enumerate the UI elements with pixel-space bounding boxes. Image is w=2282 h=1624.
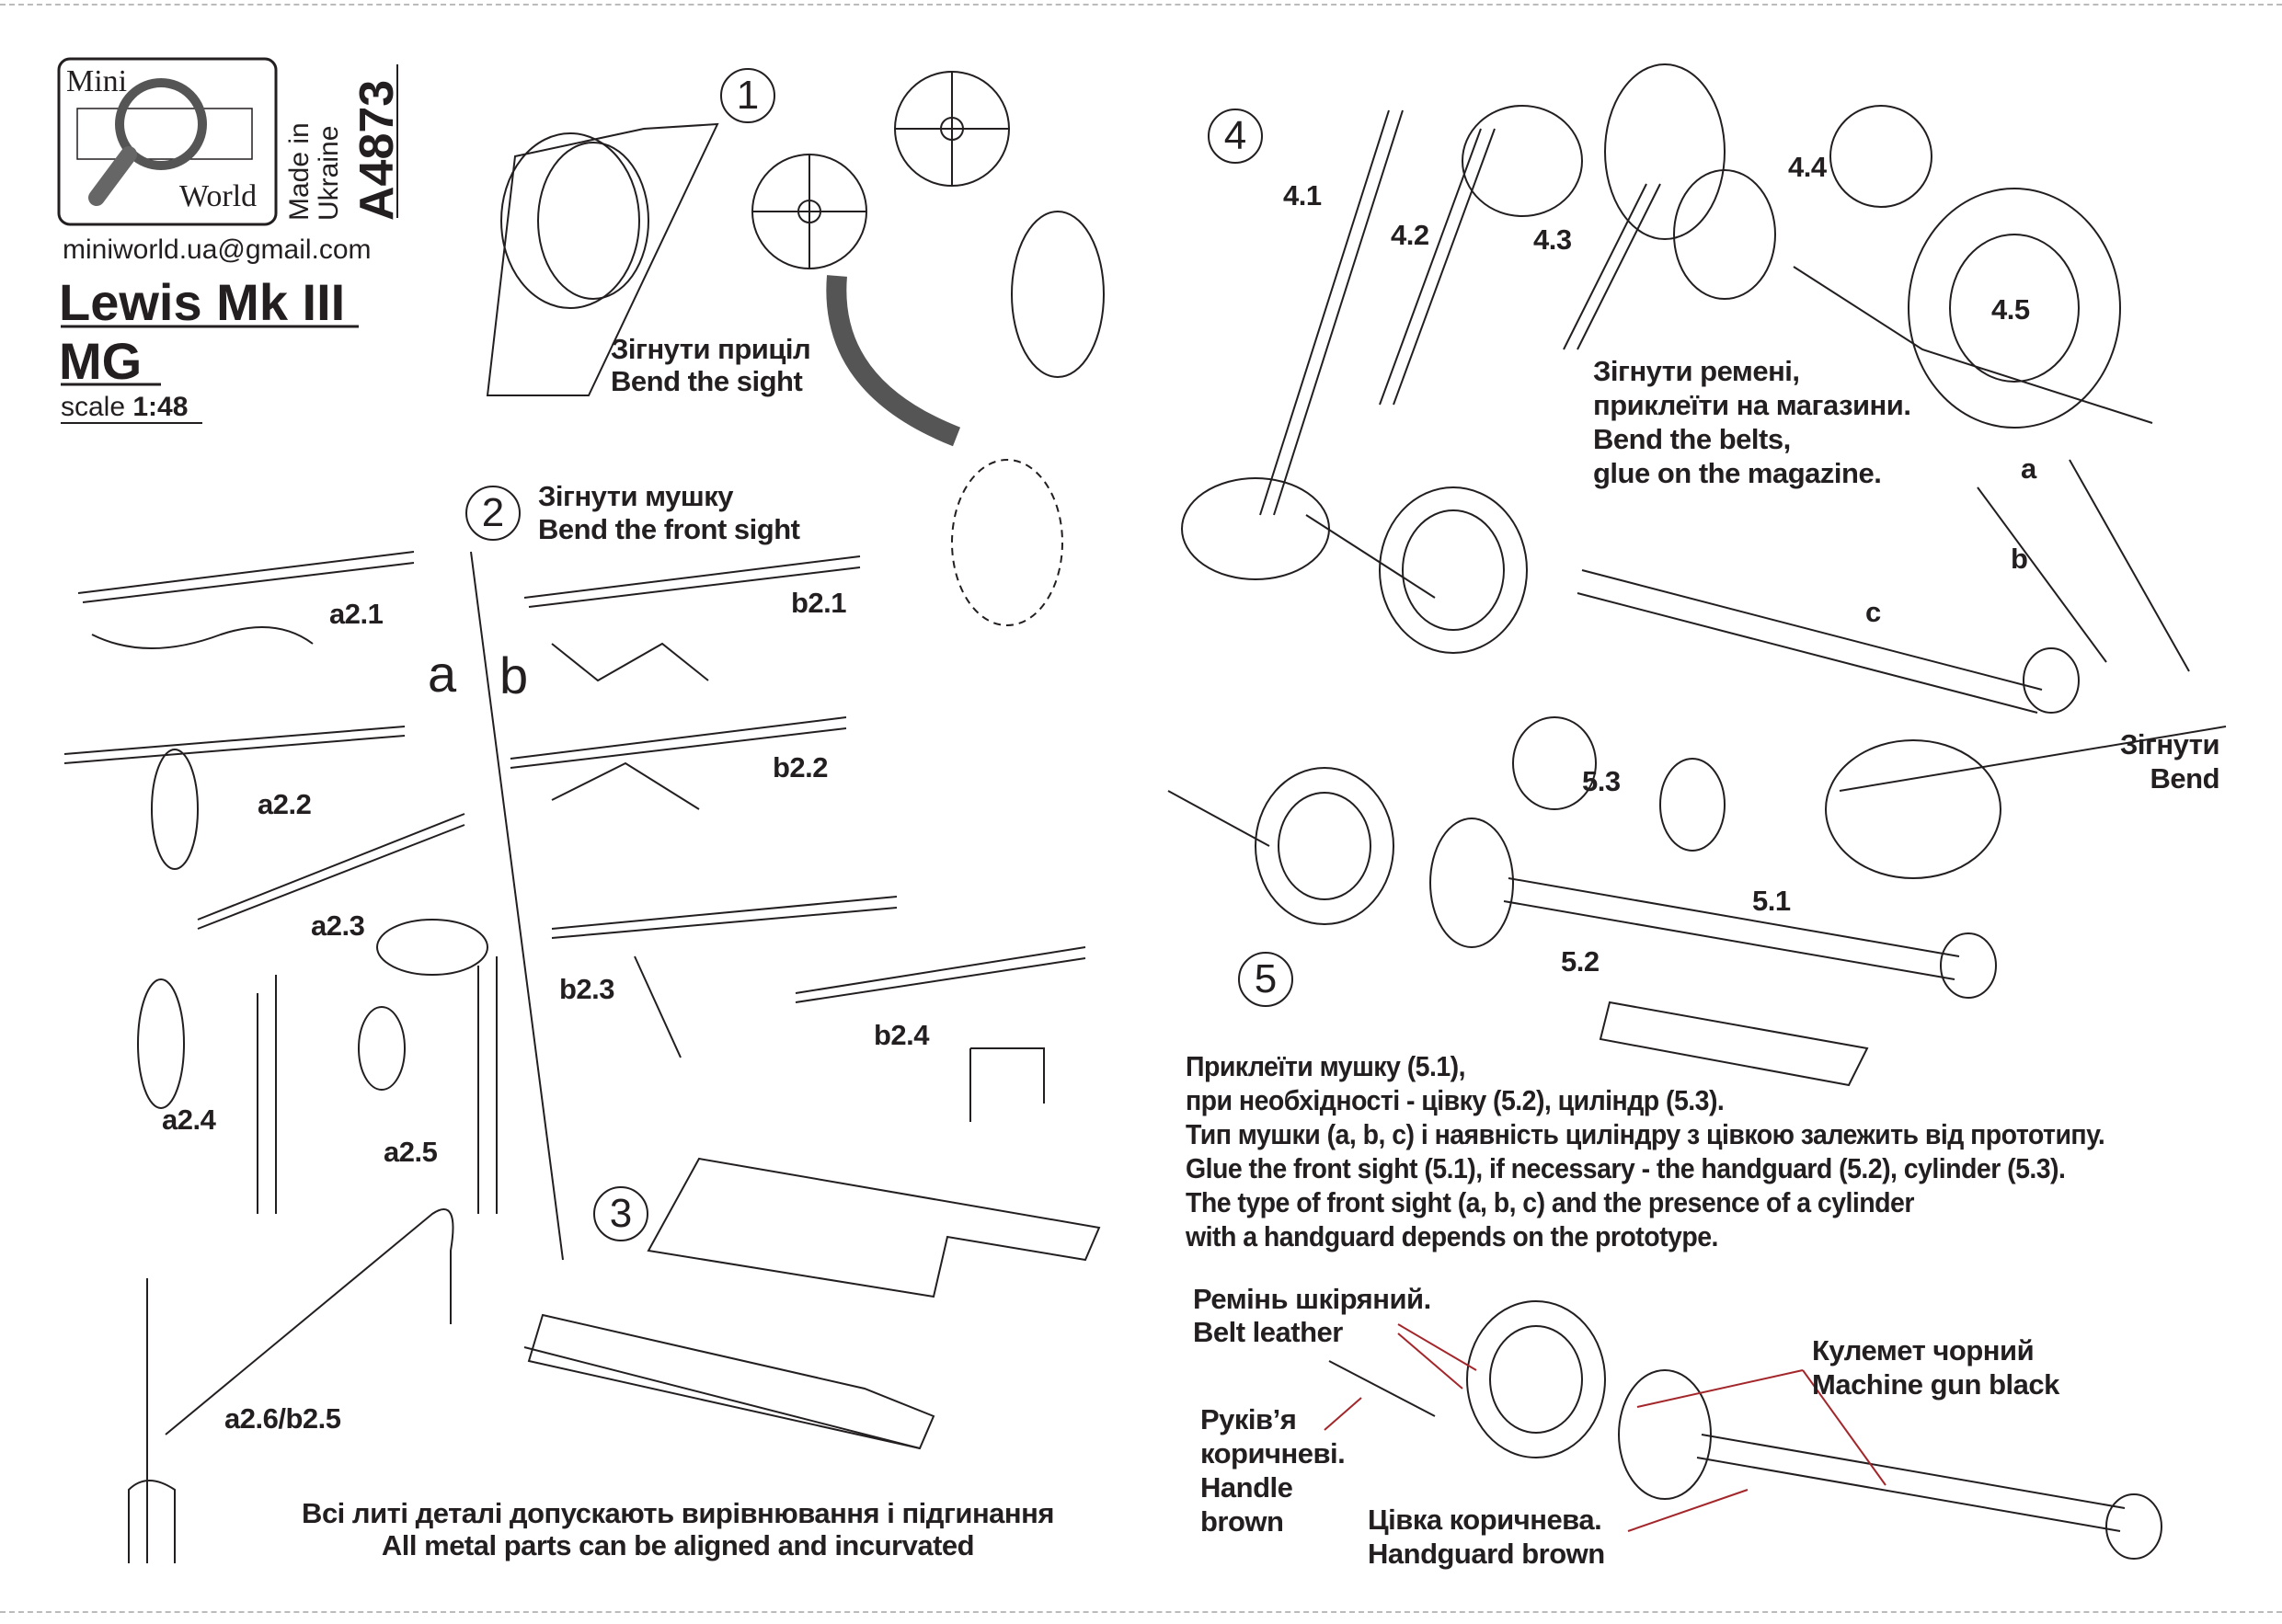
part-label: a2.4 (162, 1104, 216, 1136)
color-leader-lines (1324, 1324, 1886, 1531)
step4-line: приклеїти на магазини. (1593, 389, 1911, 421)
handle-color-label (1200, 1402, 1345, 1538)
part-label: b2.2 (773, 751, 829, 783)
part-label: a2.6/b2.5 (224, 1402, 341, 1435)
scale-label: scale (61, 392, 133, 422)
logo-text-world: World (179, 179, 258, 213)
instruction-line: Тип мушки (a, b, c) і наявність циліндру з цівкою залежить від прототипу. (1186, 1118, 2105, 1150)
scale (61, 392, 188, 423)
belt-en: Belt leather (1193, 1316, 1343, 1348)
instruction-line: The type of front sight (a, b, c) and the presence of a cylinder (1186, 1186, 1914, 1218)
handguard-en: Handguard brown (1368, 1538, 1605, 1570)
gun-en: Machine gun black (1812, 1368, 2059, 1401)
part-label: b2.4 (874, 1019, 930, 1051)
handle-en-1: Handle (1200, 1471, 1293, 1504)
title-line1: Lewis Mk III (59, 273, 346, 331)
variant-a-label: a (428, 645, 457, 703)
belt-ua: Ремінь шкіряний. (1193, 1283, 1431, 1315)
step-2-number: 2 (465, 486, 521, 541)
gun-assembly-4 (1306, 460, 2226, 878)
part-label: 4.4 (1788, 151, 1827, 183)
made-in-line: Made in (284, 122, 315, 221)
part-label: a2.2 (258, 788, 312, 820)
metal-note-en: All metal parts can be aligned and incurvated (381, 1529, 975, 1561)
step2-text-en: Bend the front sight (538, 513, 800, 545)
title-line2: MG (59, 332, 143, 390)
instruction-line: Приклеїти мушку (5.1), (1186, 1050, 1465, 1082)
handguard-color-label (1368, 1503, 1605, 1571)
step-1-number: 1 (720, 68, 775, 123)
handguard-ua: Цівка коричнева. (1368, 1504, 1602, 1536)
step4-line: Зігнути ремені, (1593, 355, 1800, 387)
part-label: 4.5 (1991, 293, 2030, 326)
part-label: 5.3 (1582, 765, 1621, 797)
bend-ua: Зігнути (2119, 728, 2219, 761)
step4-line: Bend the belts, (1593, 423, 1791, 455)
part-label: 4.2 (1391, 219, 1429, 251)
variant-b-label: b (499, 646, 529, 704)
part-label: a2.5 (384, 1136, 438, 1168)
scale-value: 1:48 (132, 392, 189, 422)
handle-en-2: brown (1200, 1505, 1284, 1538)
part-label: a2.1 (329, 598, 384, 630)
part-label: b2.3 (559, 973, 615, 1005)
instruction-line: with a handguard depends on the prototype. (1186, 1220, 1718, 1252)
step1-text-ua: Зігнути приціл (611, 333, 811, 365)
step-4-number: 4 (1208, 109, 1263, 164)
instruction-line: Glue the front sight (5.1), if necessary - the handguard (5.2), cylinder (5.3). (1186, 1152, 2066, 1184)
part-label: 4.3 (1533, 223, 1572, 256)
step2-drawings (64, 552, 1085, 1563)
handle-ua-2: коричневі. (1200, 1437, 1346, 1470)
belt-color-label (1193, 1283, 1431, 1349)
sight-variant-c: c (1865, 596, 1881, 628)
ukraine-line: Ukraine (314, 125, 344, 221)
email: miniworld.ua@gmail.com (63, 234, 372, 265)
step4-line: glue on the magazine. (1593, 457, 1882, 489)
kit-code: A4873 (350, 79, 404, 221)
part-label: 5.2 (1561, 945, 1600, 978)
metal-note-ua: Всі литі деталі допускають вирівнювання і підгинання (302, 1497, 1054, 1529)
step5-instructions (1186, 1049, 2104, 1253)
step4-text (1593, 354, 1910, 490)
sight-variant-b: b (2011, 543, 2028, 575)
gun-ua: Кулемет чорний (1812, 1334, 2035, 1367)
instruction-line: при необхідності - цівку (5.2), циліндр (5.3). (1186, 1084, 1725, 1116)
part-label: 4.1 (1283, 179, 1322, 212)
bend-en: Bend (2150, 762, 2219, 795)
step1-text-en: Bend the sight (611, 365, 803, 397)
sight-variant-a: a (2021, 452, 2036, 485)
gun-color-label (1812, 1333, 2059, 1401)
step2-text-ua: Зігнути мушку (538, 480, 733, 512)
made-in-ukraine (285, 122, 344, 221)
logo-text-mini: Mini (66, 64, 128, 98)
part-label: b2.1 (791, 587, 847, 619)
part-label: a2.3 (311, 909, 365, 942)
step-5-number: 5 (1238, 952, 1293, 1007)
step-3-number: 3 (593, 1186, 648, 1241)
handle-ua-1: Руків’я (1200, 1403, 1297, 1435)
part-label: 5.1 (1752, 885, 1791, 917)
